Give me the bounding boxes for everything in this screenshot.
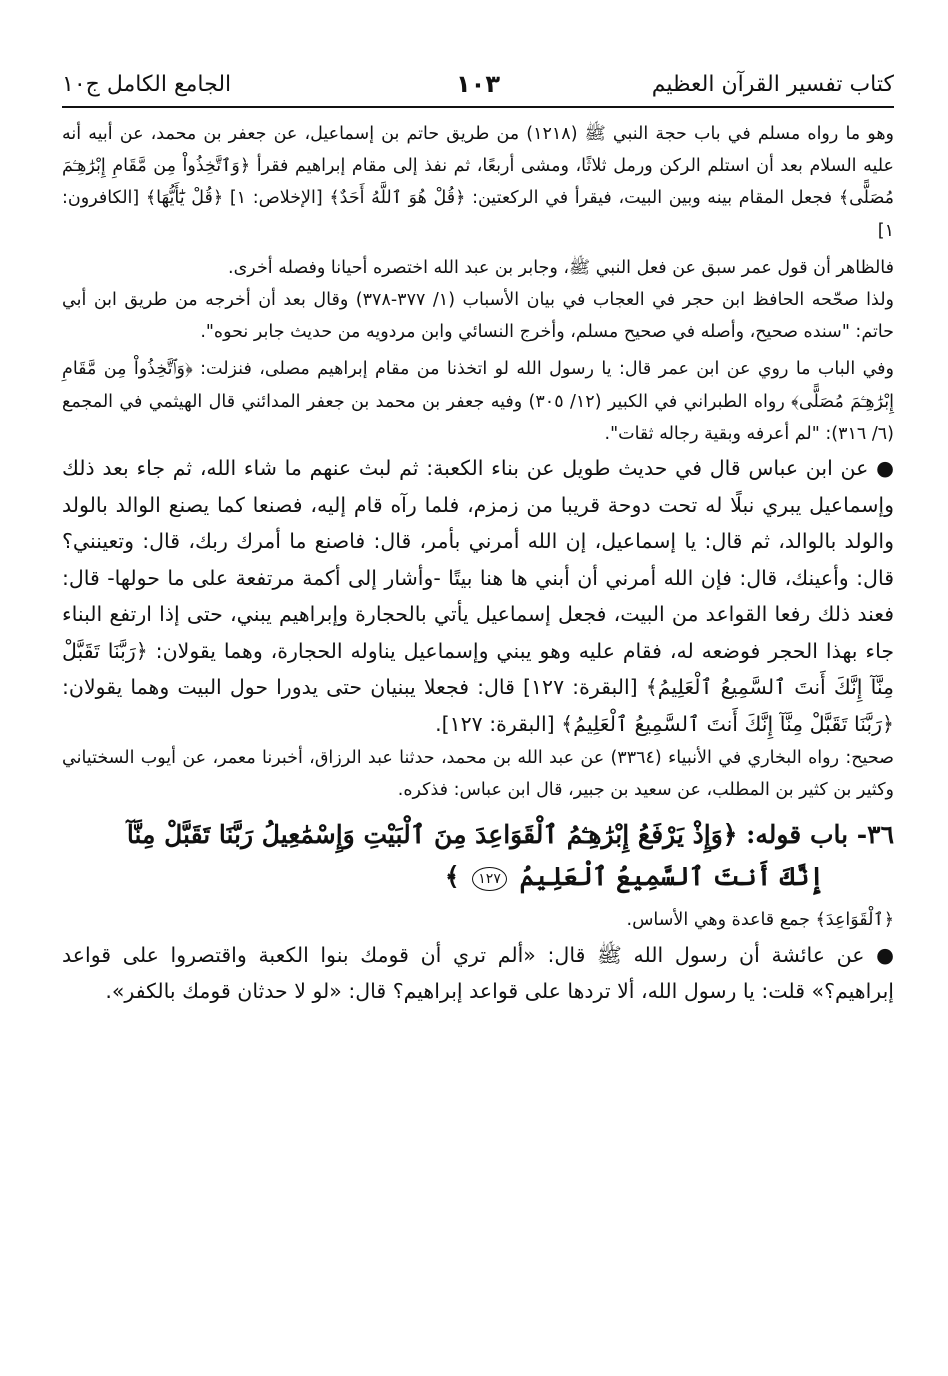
chapter-heading	[62, 814, 894, 898]
page	[62, 60, 894, 1356]
paragraph-ibn-umar: وفي الباب ما روي عن ابن عمر قال: يا رسول الله لو اتخذنا من مقام إبراهيم مصلى، فنزلت: ﴿وَٱتَّخِذُواْ مِن مَّقَامِ إِبْرَٰهِـۧمَ مُصَلًّى﴾ رواه الطبراني في الكبير (١٢/ ٣٠٥) وفيه جعفر بن محمد بن جعفر المدائني قال الهيثمي في المجمع (٦/ ٣١٦): "لم أعرفه وبقية رجاله ثقات".	[62, 359, 894, 444]
closing-bracket: ﴾	[444, 862, 460, 892]
page-number: ١٠٣	[456, 70, 500, 98]
page-body	[62, 108, 894, 1010]
page-header	[62, 60, 894, 108]
paragraph-muslim-narration: وهو ما رواه مسلم في باب حجة النبي ﷺ (١٢١٨) من طريق حاتم بن إسماعيل، عن جعفر بن محمد، عن أبيه أنه عليه السلام بعد أن استلم الركن ورمل ثلاثًا، ومشى أربعًا، ثم نفذ إلى مقام إبراهيم فقرأ ﴿وَٱتَّخِذُواْ مِن مَّقَامِ إِبْرَٰهِـۧمَ مُصَلًّى﴾ فجعل المقام بينه وبين البيت، فيقرأ في الركعتين: ﴿قُلْ هُوَ ٱللَّهُ أَحَدٌ﴾ [الإخلاص: ١] ﴿قُلْ يَٰٓأَيُّهَا﴾ [الكافرون: ١]	[62, 124, 894, 241]
chapter-heading-line2: إِنَّكَ أَنتَ ٱلسَّمِيعُ ٱلْعَلِيمُ	[519, 862, 824, 892]
volume-title: الجامع الكامل ج١٠	[62, 72, 232, 97]
book-title: كتاب تفسير القرآن العظيم	[651, 72, 894, 97]
chapter-heading-line2-wrap	[62, 856, 894, 898]
chapter-heading-line1: ٣٦- باب قوله: ﴿وَإِذْ يَرْفَعُ إِبْرَٰهِـۧمُ ٱلْقَوَاعِدَ مِنَ ٱلْبَيْتِ وَإِسْمَٰعِيلُ رَبَّنَا تَقَبَّلْ مِنَّآ	[126, 820, 894, 850]
paragraph-umar-note: فالظاهر أن قول عمر سبق عن فعل النبي ﷺ، وجابر بن عبد الله اختصره أحيانا وفصله أخرى.	[228, 257, 894, 278]
hadith-grading-bukhari: صحيح: رواه البخاري في الأنبياء (٣٣٦٤) عن عبد الله بن محمد، حدثنا عبد الرزاق، أخبرنا معمر، عن أيوب السختياني وكثير بن كثير بن المطلب، عن سعيد بن جبير، قال ابن عباس: فذكره.	[62, 748, 894, 801]
hadith-aisha: ● عن عائشة أن رسول الله ﷺ قال: «ألم تري أن قومك بنوا الكعبة واقتصروا على قواعد إبراهيم؟» قلت: يا رسول الله، ألا تردها على قواعد إبراهيم؟ قال: «لو لا حدثان قومك بالكفر».	[62, 942, 894, 1004]
verse-number-badge: ١٢٧	[472, 867, 507, 891]
paragraph-qawaid-definition: ﴿ٱلْقَوَاعِدَ﴾ جمع قاعدة وهي الأساس.	[626, 910, 894, 931]
hadith-ibn-abbas: ● عن ابن عباس قال في حديث طويل عن بناء الكعبة: ثم لبث عنهم ما شاء الله، ثم جاء بعد ذلك وإسماعيل يبري نبلًا له تحت دوحة قريبا من زمزم، فلما رآه قام إليه، فصنعا كما يصنع الوالد بالولد والولد بالوالد، ثم قال: يا إسماعيل، إن الله أمرني بأمر، قال: فاصنع ما أمرك ربك، قال: وتعينني؟ قال: وأعينك، قال: فإن الله أمرني أن أبني ها هنا بيتًا -وأشار إلى أكمة مرتفعة على ما حولها- قال: فعند ذلك رفعا القواعد من البيت، فجعل إسماعيل يأتي بالحجارة وإبراهيم يبني، حتى إذا ارتفع البناء جاء بهذا الحجر فوضعه له، فقام عليه وهو يبني وإسماعيل يناوله الحجارة، وهما يقولان: ﴿رَبَّنَا تَقَبَّلْ مِنَّآ إِنَّكَ أَنتَ ٱلسَّمِيعُ ٱلْعَلِيمُ﴾ [البقرة: ١٢٧] قال: فجعلا يبنيان حتى يدورا حول البيت وهما يقولان: ﴿رَبَّنَا تَقَبَّلْ مِنَّآ إِنَّكَ أَنتَ ٱلسَّمِيعُ ٱلْعَلِيمُ﴾ [البقرة: ١٢٧].	[62, 456, 894, 736]
paragraph-ibn-hajar: ولذا صحّحه الحافظ ابن حجر في العجاب في بيان الأسباب (١/ ٣٧٧-٣٧٨) وقال بعد أن أخرجه من طريق ابن أبي حاتم: "سنده صحيح، وأصله في صحيح مسلم، وأخرج النسائي وابن مردويه من حديث جابر نحوه".	[62, 290, 894, 343]
